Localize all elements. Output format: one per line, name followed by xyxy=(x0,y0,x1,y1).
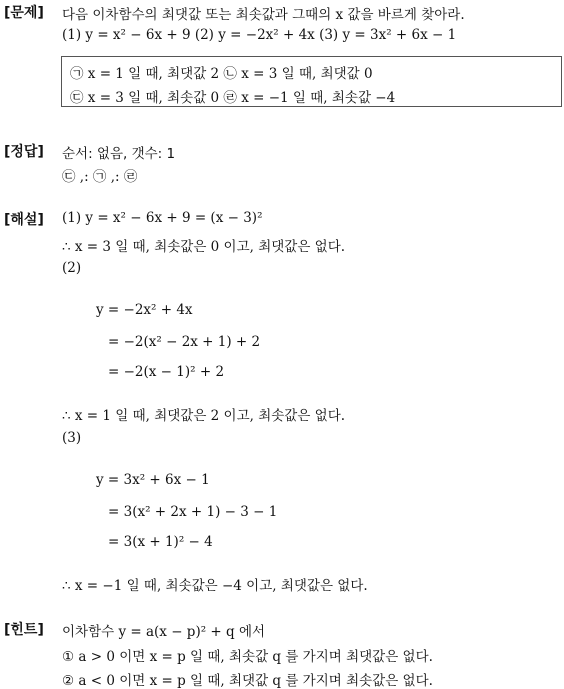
choice-row-1: ㉠ x = 1 일 때, 최댓값 2 ㉡ x = 3 일 때, 최댓값 0 xyxy=(70,66,373,82)
answer-tag: [정답] xyxy=(4,144,44,160)
solution-line: = −2(x² − 2x + 1) + 2 xyxy=(108,334,261,350)
solution-line: ∴ x = −1 일 때, 최솟값은 −4 이고, 최댓값은 없다. xyxy=(62,578,368,594)
choices-box xyxy=(61,56,562,107)
problem-question: 다음 이차함수의 최댓값 또는 최솟값과 그때의 x 값을 바르게 찾아라. xyxy=(62,7,465,23)
solution-line: ∴ x = 1 일 때, 최댓값은 2 이고, 최솟값은 없다. xyxy=(62,408,346,424)
hint-line: ② a < 0 이면 x = p 일 때, 최댓값 q 를 가지며 최솟값은 없다. xyxy=(62,673,433,689)
problem-functions: (1) y = x² − 6x + 9 (2) y = −2x² + 4x (3) y = 3x² + 6x − 1 xyxy=(62,27,457,43)
solution-line: = 3(x² + 2x + 1) − 3 − 1 xyxy=(108,504,278,520)
solution-line: = 3(x + 1)² − 4 xyxy=(108,534,213,550)
hint-line: 이차함수 y = a(x − p)² + q 에서 xyxy=(62,624,266,640)
choice-row-2: ㉢ x = 3 일 때, 최솟값 0 ㉣ x = −1 일 때, 최솟값 −4 xyxy=(70,90,396,106)
hint-line: ① a > 0 이면 x = p 일 때, 최솟값 q 를 가지며 최댓값은 없다. xyxy=(62,649,433,665)
solution-line: y = −2x² + 4x xyxy=(96,302,193,318)
answer-meta: 순서: 없음, 갯수: 1 xyxy=(62,146,176,162)
solution-line: = −2(x − 1)² + 2 xyxy=(108,364,225,380)
solution-line: (2) xyxy=(62,260,82,276)
solution-line: (3) xyxy=(62,430,82,446)
solution-tag: [해설] xyxy=(4,212,44,228)
answer-value: ㉢ ,: ㉠ ,: ㉣ xyxy=(62,169,138,185)
problem-tag: [문제] xyxy=(4,5,44,21)
solution-line: ∴ x = 3 일 때, 최솟값은 0 이고, 최댓값은 없다. xyxy=(62,239,346,255)
solution-line: (1) y = x² − 6x + 9 = (x − 3)² xyxy=(62,210,263,226)
hint-tag: [힌트] xyxy=(4,622,44,638)
solution-line: y = 3x² + 6x − 1 xyxy=(96,472,210,488)
